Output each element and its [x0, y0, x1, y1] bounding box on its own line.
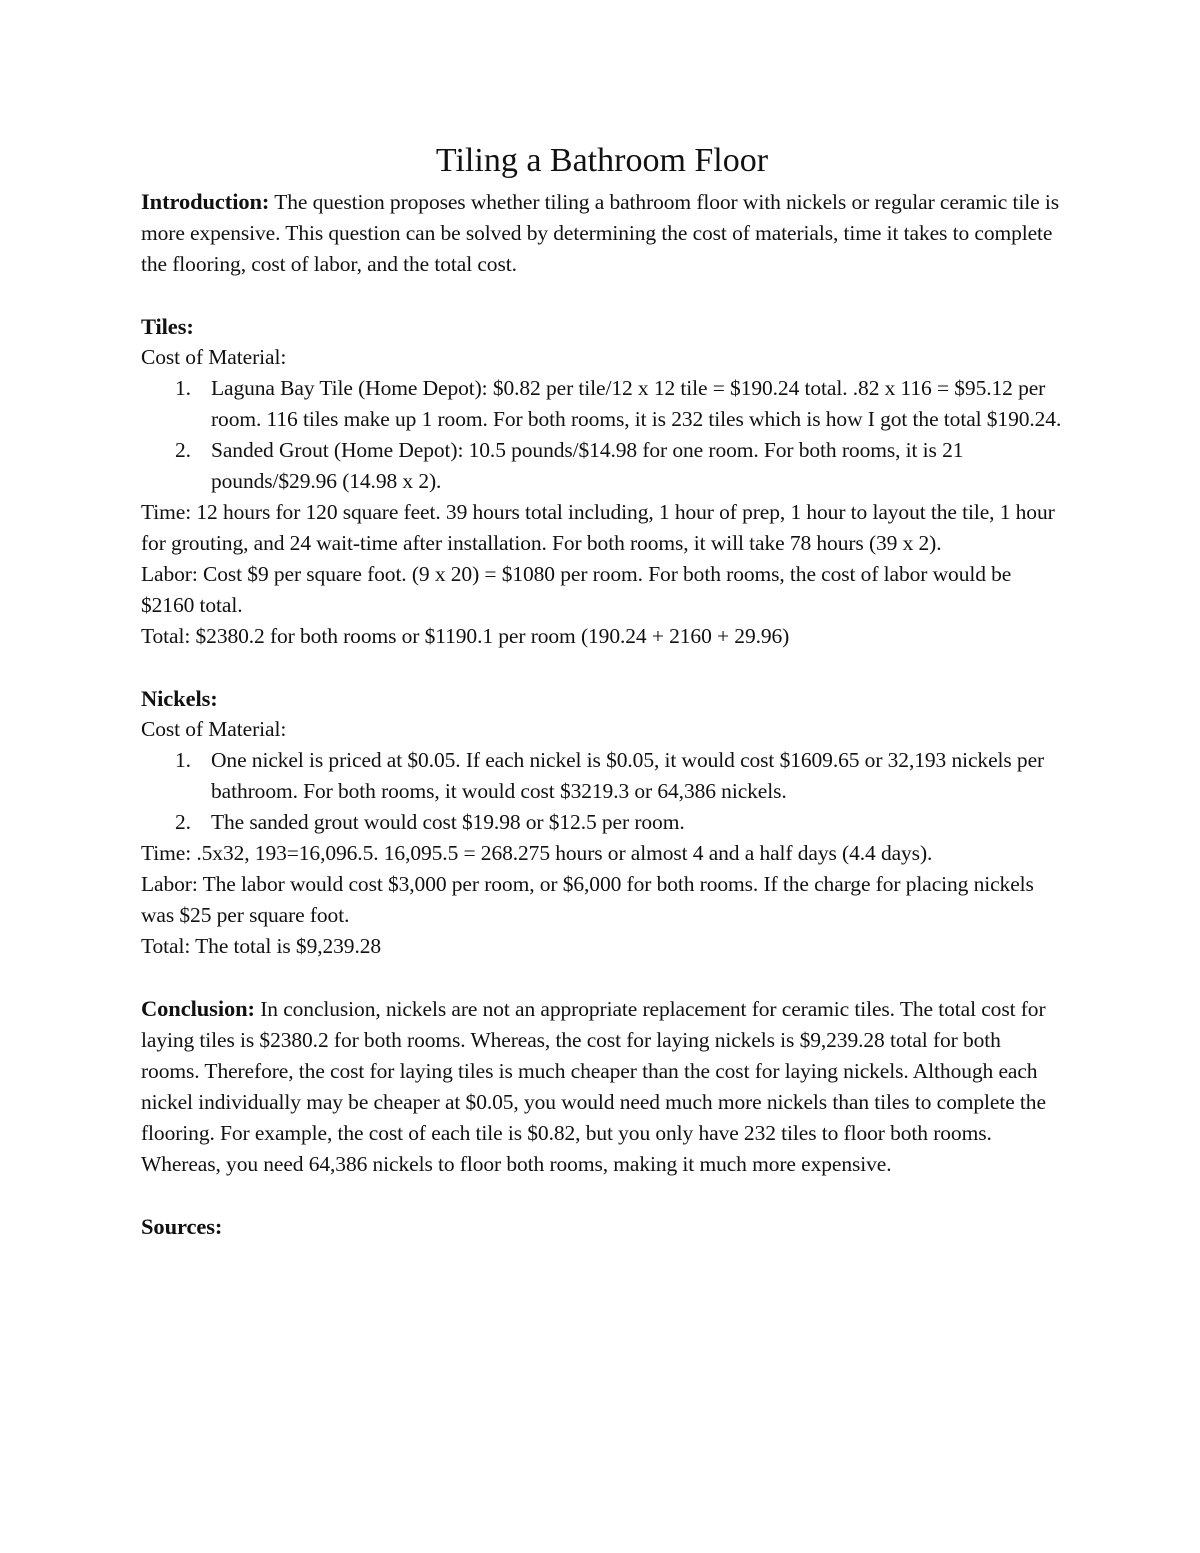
nickels-total: Total: The total is $9,239.28	[141, 934, 382, 958]
tiles-cost-label: Cost of Material:	[141, 345, 287, 369]
list-item	[141, 807, 1063, 838]
tiles-labor: Labor: Cost $9 per square foot. (9 x 20) = $1080 per room. For both rooms, the cost of labor would be $2160 total.	[141, 562, 1012, 617]
list-item	[141, 745, 1063, 807]
sources-heading: Sources:	[141, 1214, 223, 1239]
introduction-paragraph	[141, 186, 1063, 280]
tiles-material-list	[141, 373, 1063, 497]
list-item-number: 2.	[175, 810, 191, 834]
list-item-text: Sanded Grout (Home Depot): 10.5 pounds/$14.98 for one room. For both rooms, it is 21 pounds/$29.96 (14.98 x 2).	[211, 438, 964, 493]
conclusion-label: Conclusion:	[141, 996, 255, 1021]
list-item-number: 1.	[175, 748, 191, 772]
nickels-material-list	[141, 745, 1063, 838]
tiles-time: Time: 12 hours for 120 square feet. 39 hours total including, 1 hour of prep, 1 hour to layout the tile, 1 hour for grouting, and 24 wait-time after installation. For both rooms, it will take 78 hours (39 x 2).	[141, 500, 1055, 555]
conclusion-paragraph	[141, 993, 1063, 1180]
conclusion-text: In conclusion, nickels are not an appropriate replacement for ceramic tiles. The total cost for laying tiles is $2380.2 for both rooms. Whereas, the cost for laying nickels is $9,239.28 total for both rooms. Therefore, the cost for laying tiles is much cheaper than the cost for laying nickels. Although each nickel individually may be cheaper at $0.05, you would need much more nickels than tiles to complete the flooring. For example, the cost of each tile is $0.82, but you only have 232 tiles to floor both rooms. Whereas, you need 64,386 nickels to floor both rooms, making it much more expensive.	[141, 997, 1046, 1176]
tiles-heading: Tiles:	[141, 314, 194, 339]
list-item-text: Laguna Bay Tile (Home Depot): $0.82 per tile/12 x 12 tile = $190.24 total. .82 x 116 = $95.12 per room. 116 tiles make up 1 room. For both rooms, it is 232 tiles which is how I got the total $190.24.	[211, 376, 1062, 431]
document-page	[141, 138, 1063, 1242]
introduction-text: The question proposes whether tiling a bathroom floor with nickels or regular ceramic tile is more expensive. This question can be solved by determining the cost of materials, time it takes to complete the flooring, cost of labor, and the total cost.	[141, 190, 1059, 276]
list-item-text: One nickel is priced at $0.05. If each nickel is $0.05, it would cost $1609.65 or 32,193 nickels per bathroom. For both rooms, it would cost $3219.3 or 64,386 nickels.	[211, 748, 1045, 803]
document-title: Tiling a Bathroom Floor	[435, 142, 769, 179]
tiles-total: Total: $2380.2 for both rooms or $1190.1 per room (190.24 + 2160 + 29.96)	[141, 624, 790, 648]
nickels-heading: Nickels:	[141, 686, 218, 711]
list-item	[141, 373, 1063, 435]
list-item-number: 1.	[175, 376, 191, 400]
introduction-label: Introduction:	[141, 189, 270, 214]
nickels-labor: Labor: The labor would cost $3,000 per room, or $6,000 for both rooms. If the charge for placing nickels was $25 per square foot.	[141, 872, 1034, 927]
nickels-time: Time: .5x32, 193=16,096.5. 16,095.5 = 268.275 hours or almost 4 and a half days (4.4 days).	[141, 841, 933, 865]
list-item	[141, 435, 1063, 497]
list-item-text: The sanded grout would cost $19.98 or $12.5 per room.	[211, 810, 685, 834]
nickels-cost-label: Cost of Material:	[141, 717, 287, 741]
list-item-number: 2.	[175, 438, 191, 462]
